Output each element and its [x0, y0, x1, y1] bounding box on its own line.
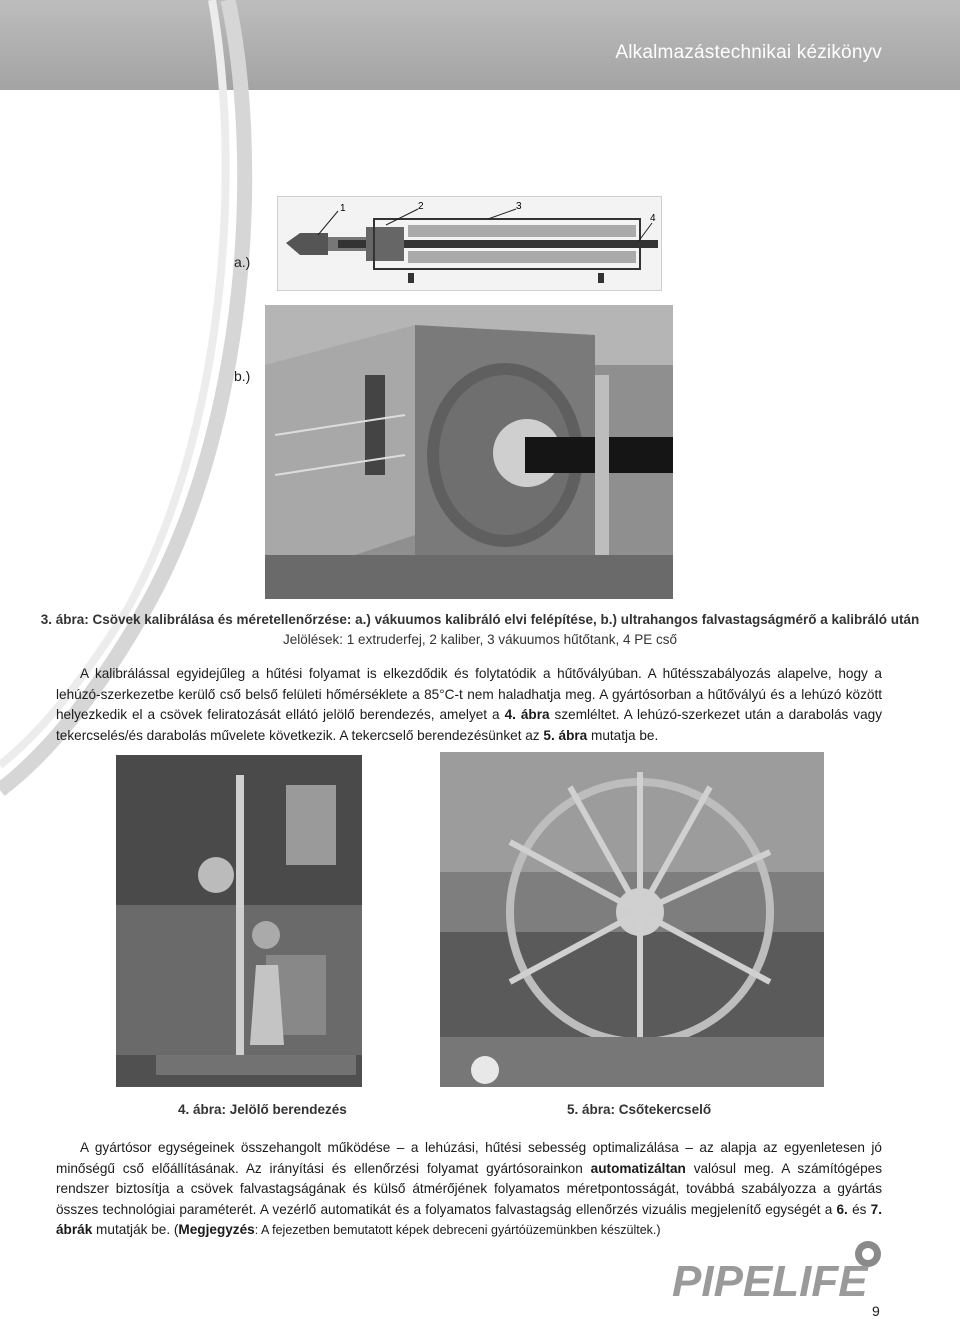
- figure5-caption: 5. ábra: Csőtekercselő: [567, 1102, 712, 1117]
- header-title: Alkalmazástechnikai kézikönyv: [615, 42, 882, 63]
- figure5-photo: [440, 752, 824, 1087]
- schematic-number-4: 4: [650, 213, 656, 224]
- figure4-caption: 4. ábra: Jelölő berendezés: [178, 1102, 347, 1117]
- paragraph-1: A kalibrálással egyidejűleg a hűtési folyamat is elkezdődik és folytatódik a hűtővályúban. A hűtésszabályozás alapelve, hogy a lehúzó-szerkezetbe kerülő cső belső felületi hőmérséklete a 85°C-t nem haladhatja meg. A gyártósorban a hűtővályú és a lehúzó között helyezkedik el a csövek feliratozását ellátó jelölő berendezés, amelyet a 4. ábra szemléltet. A lehúzó-szerkezet után a darabolás vagy tekercselés/és darabolás művelete következik. A tekercselő berendezésünket az 5. ábra mutatja be.: [56, 666, 883, 743]
- figure3-photo: [265, 305, 673, 599]
- pipelife-logo: [672, 1240, 906, 1306]
- logo-wordmark: PIPELIFE: [672, 1257, 868, 1306]
- schematic-number-3: 3: [516, 201, 522, 212]
- figure3-schematic: [277, 196, 662, 291]
- figure4-photo: [116, 755, 362, 1087]
- figure3-label-a: a.): [234, 254, 251, 270]
- page-number: 9: [872, 1303, 880, 1319]
- calibrator-shape: [366, 227, 404, 261]
- schematic-number-2: 2: [418, 201, 424, 212]
- paragraph-2: A gyártósor egységeinek összehangolt működése – a lehúzási, hűtési sebesség optimalizálása – az alapja az egyenletesen jó minőségű cső előállításának. Az irányítási és ellenőrzési folyamat gyártósorainkon automatizáltan valósul meg. A számítógépes rendszer biztosítja a csövek falvastagságának és külső átmérőjének folyamatos méretpontosságát, továbbá szabályozza a gyártás összes technológiai paraméterét. A vezérlő automatikát és a folyamatos falvastagság ellenőrzés vizuális megjelenítő egységét a 6. és 7. ábrák mutatják be. (Megjegyzés: A fejezetben bemutatott képek debreceni gyártóüzemünkben készültek.): [56, 1140, 883, 1237]
- header-bar: [0, 0, 960, 90]
- figure3-caption: 3. ábra: Csövek kalibrálása és méretellenőrzése: a.) vákuumos kalibráló elvi felépítése, b.) ultrahangos falvastagságmérő a kalibráló után: [40, 612, 920, 627]
- schematic-number-1: 1: [340, 203, 346, 214]
- figure3-legend: Jelölések: 1 extruderfej, 2 kaliber, 3 vákuumos hűtőtank, 4 PE cső: [283, 632, 677, 647]
- figure3-label-b: b.): [234, 368, 251, 384]
